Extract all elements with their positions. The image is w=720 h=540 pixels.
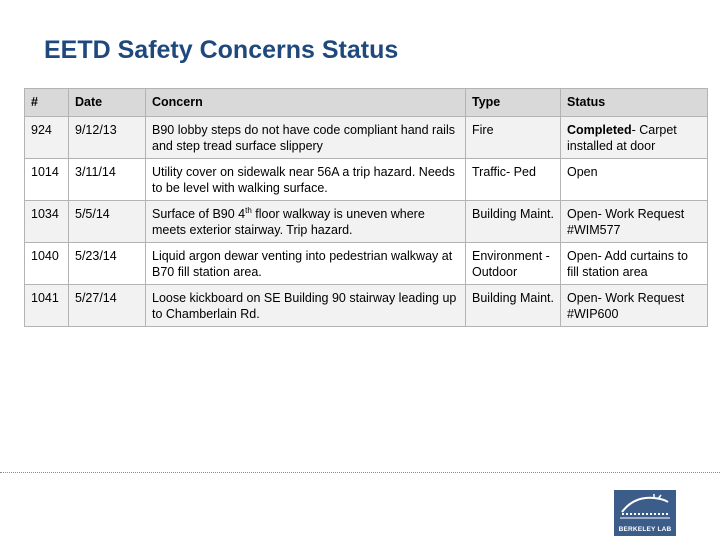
- column-header-date: Date: [69, 89, 146, 117]
- cell-concern: [146, 201, 466, 243]
- cell-type: Building Maint.: [466, 285, 561, 327]
- table-row: [25, 159, 708, 201]
- cell-status: [561, 201, 708, 243]
- cell-date: 9/12/13: [69, 117, 146, 159]
- cell-date: 3/11/14: [69, 159, 146, 201]
- cell-concern: Loose kickboard on SE Building 90 stairway leading up to Chamberlain Rd.: [146, 285, 466, 327]
- column-header-status: Status: [561, 89, 708, 117]
- cell-type: Building Maint.: [466, 201, 561, 243]
- column-header-type: Type: [466, 89, 561, 117]
- column-header-concern: Concern: [146, 89, 466, 117]
- status-detail: Open- Add curtains to fill station area: [567, 249, 688, 279]
- concern-text-start: Surface of B90 4: [152, 207, 246, 221]
- cell-type: Fire: [466, 117, 561, 159]
- page-title: EETD Safety Concerns Status: [44, 36, 399, 64]
- berkeley-lab-building-icon: [614, 490, 676, 524]
- status-detail: Open- Work Request #WIM577: [567, 207, 685, 237]
- cell-type: Environment - Outdoor: [466, 243, 561, 285]
- table-row: [25, 243, 708, 285]
- cell-number: 924: [25, 117, 69, 159]
- cell-date: 5/23/14: [69, 243, 146, 285]
- cell-number: 1040: [25, 243, 69, 285]
- cell-status: [561, 159, 708, 201]
- table-row: [25, 285, 708, 327]
- cell-number: 1041: [25, 285, 69, 327]
- cell-date: 5/5/14: [69, 201, 146, 243]
- cell-type: Traffic- Ped: [466, 159, 561, 201]
- cell-number: 1014: [25, 159, 69, 201]
- concern-text-end: floor walkway is uneven where meets exterior stairway. Trip hazard.: [152, 207, 425, 237]
- logo-wordmark: BERKELEY LAB: [618, 526, 672, 533]
- table-header-row: [25, 89, 708, 117]
- status-completed-label: Completed: [567, 123, 632, 137]
- column-header-number: #: [25, 89, 69, 117]
- status-detail: Open: [567, 165, 598, 179]
- status-detail: Open- Work Request #WIP600: [567, 291, 685, 321]
- cell-number: 1034: [25, 201, 69, 243]
- table-row: [25, 201, 708, 243]
- ordinal-suffix: th: [245, 205, 252, 215]
- cell-concern: Utility cover on sidewalk near 56A a trip hazard. Needs to be level with walking surface.: [146, 159, 466, 201]
- status-detail: - Carpet installed at door: [567, 123, 677, 153]
- safety-concerns-table: [24, 88, 708, 327]
- cell-status: [561, 243, 708, 285]
- footer-divider: [0, 472, 720, 473]
- cell-date: 5/27/14: [69, 285, 146, 327]
- table-row: [25, 117, 708, 159]
- cell-concern: Liquid argon dewar venting into pedestrian walkway at B70 fill station area.: [146, 243, 466, 285]
- berkeley-lab-logo: [614, 490, 676, 536]
- cell-status: [561, 285, 708, 327]
- cell-status: [561, 117, 708, 159]
- cell-concern: B90 lobby steps do not have code compliant hand rails and step tread surface slippery: [146, 117, 466, 159]
